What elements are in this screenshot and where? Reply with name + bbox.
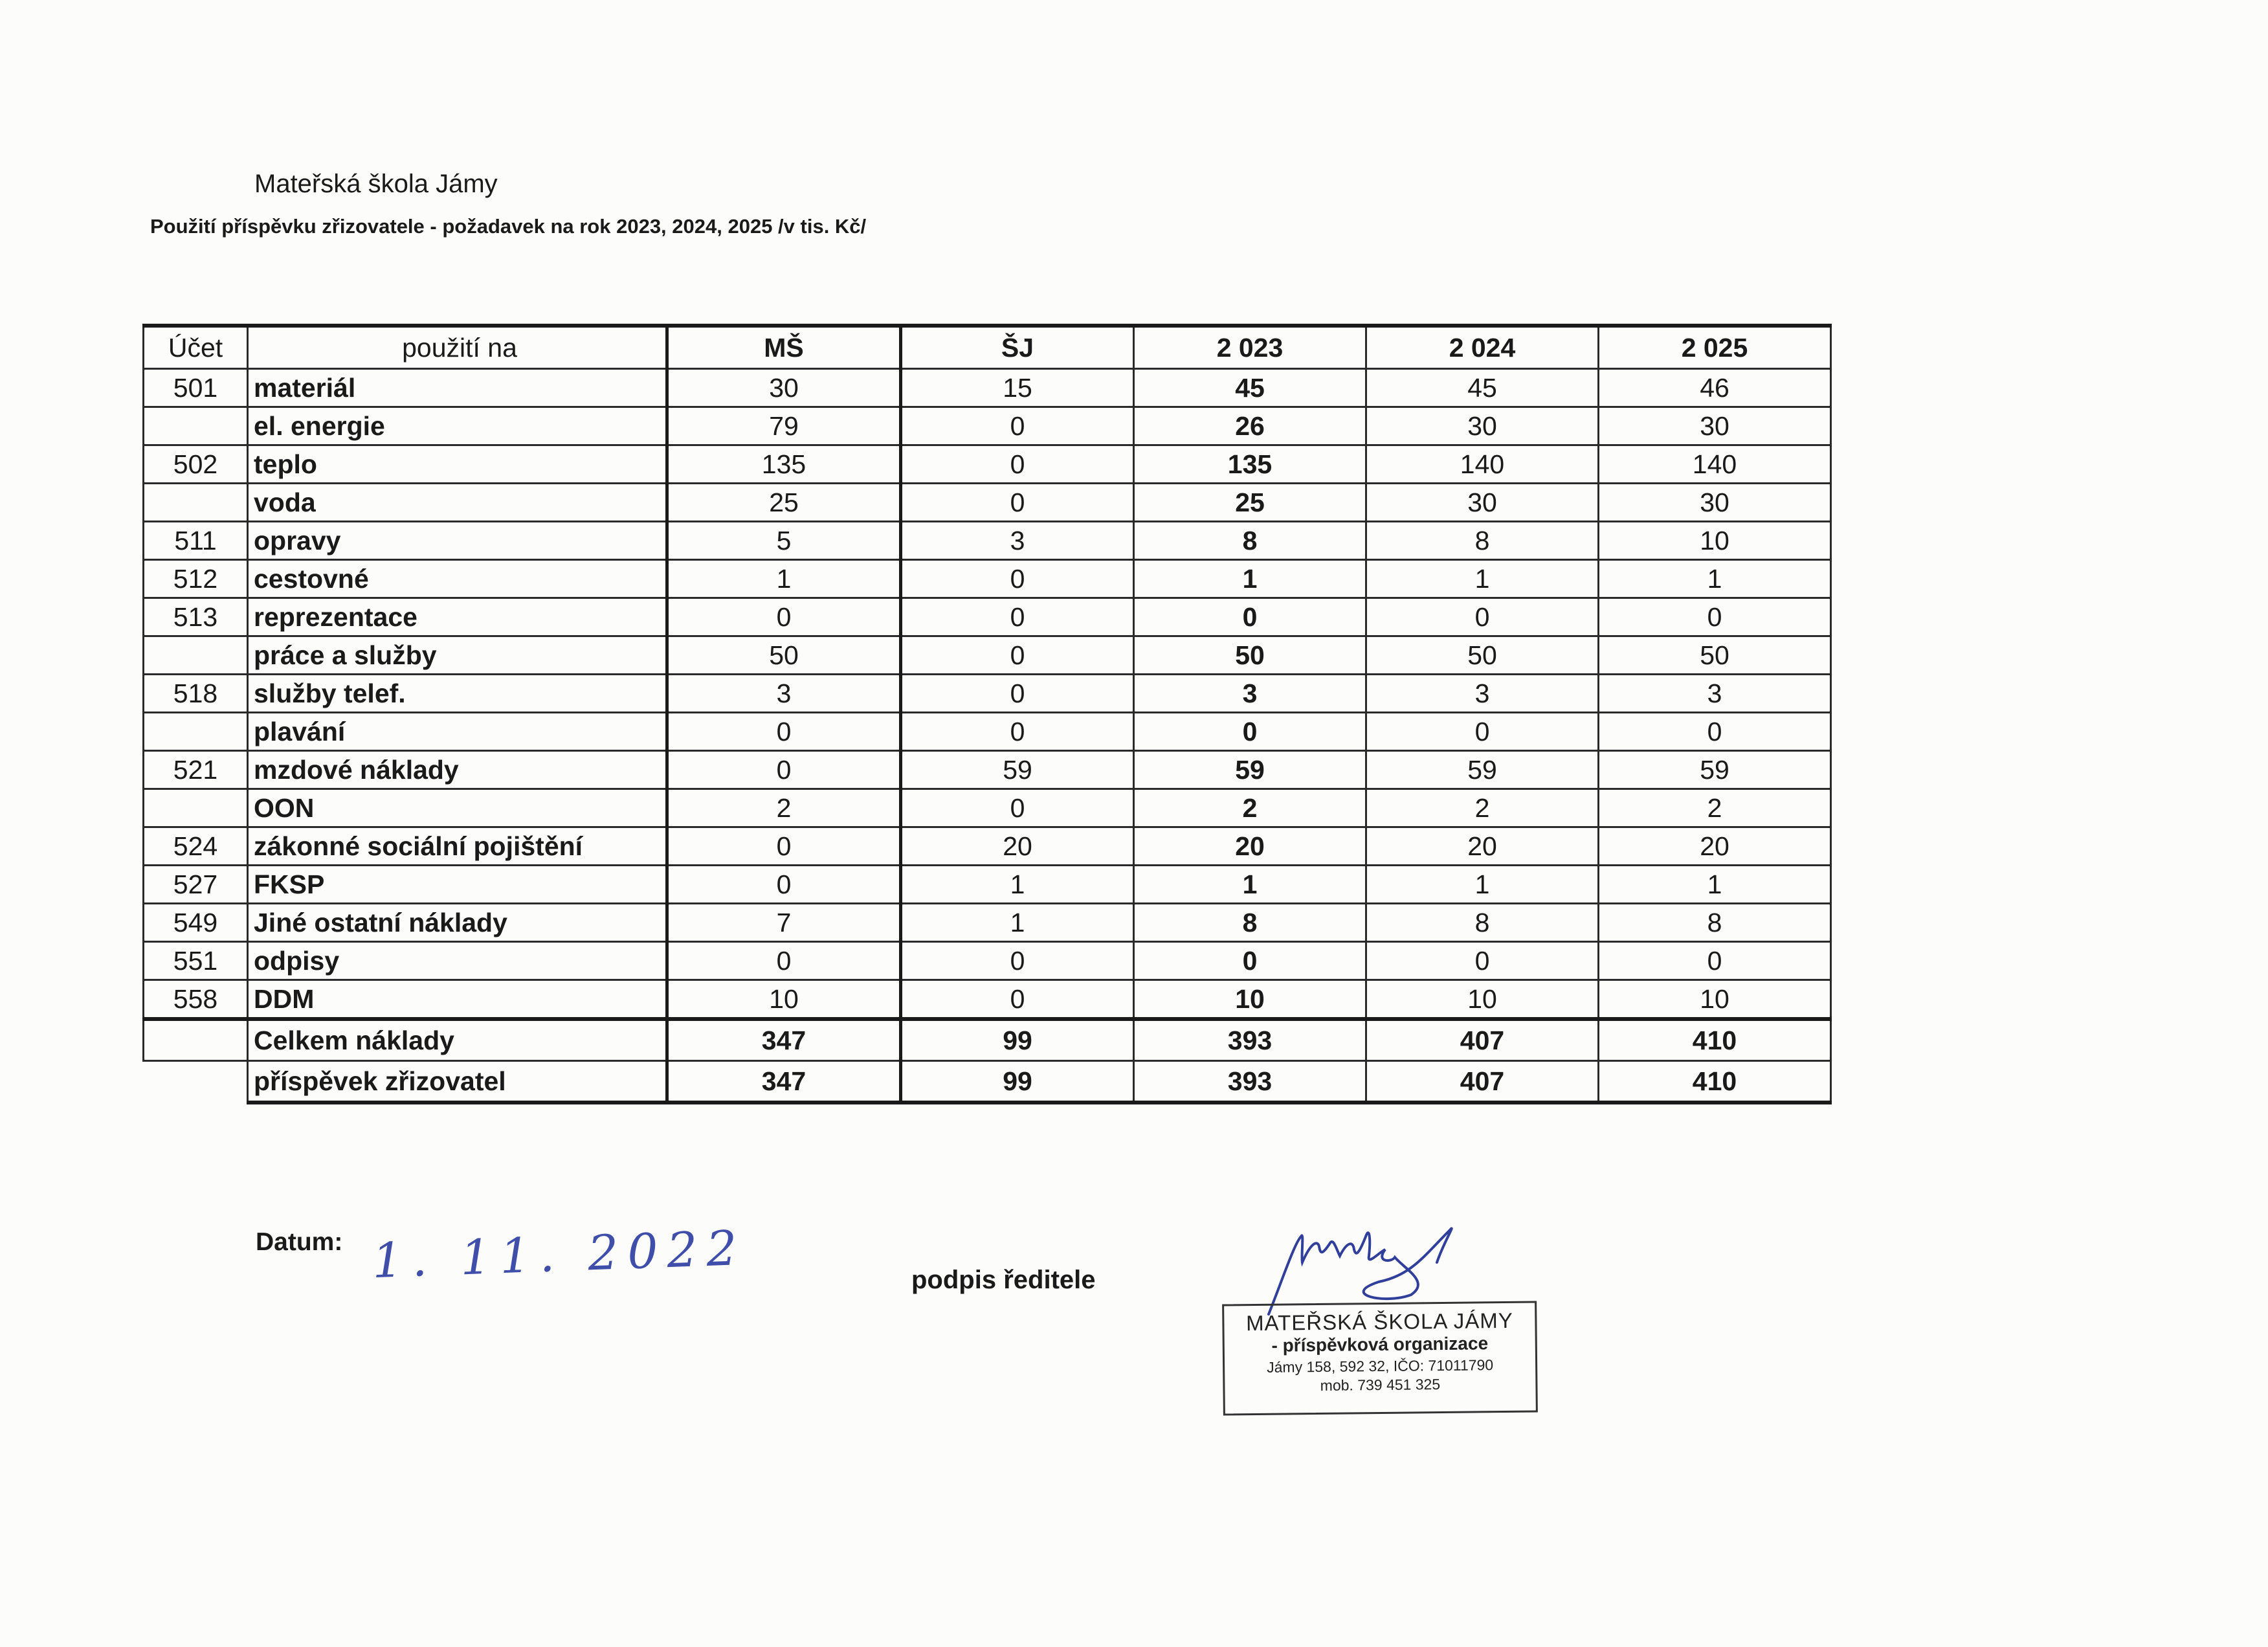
row-2025: 10 (1599, 522, 1831, 560)
row-2024: 30 (1366, 484, 1599, 522)
table-row (144, 369, 1831, 407)
row-sj: 20 (901, 827, 1134, 866)
row-sj: 0 (901, 675, 1134, 713)
row-ms: 0 (667, 713, 901, 751)
table-row (144, 636, 1831, 675)
table-row (144, 827, 1831, 866)
row-2025: 3 (1599, 675, 1831, 713)
row-label: reprezentace (248, 598, 667, 636)
row-account: 549 (144, 904, 248, 942)
row-account: 513 (144, 598, 248, 636)
row-2025: 2 (1599, 789, 1831, 827)
row-sj: 0 (901, 445, 1134, 484)
row-2023: 0 (1134, 942, 1366, 980)
row-2023: 0 (1134, 598, 1366, 636)
row-2025: 30 (1599, 407, 1831, 445)
budget-table (142, 324, 1832, 1104)
row-2023: 8 (1134, 904, 1366, 942)
table-body (144, 369, 1831, 1020)
row-sj: 0 (901, 789, 1134, 827)
col-header-2024: 2 024 (1366, 326, 1599, 369)
row-2025: 10 (1599, 980, 1831, 1020)
row-2024: 1 (1366, 866, 1599, 904)
table-row (144, 598, 1831, 636)
stamp-line-2: - příspěvková organizace (1271, 1333, 1489, 1356)
table-row (144, 866, 1831, 904)
table-row (144, 789, 1831, 827)
row-account: 521 (144, 751, 248, 789)
row-ms: 2 (667, 789, 901, 827)
row-ms: 30 (667, 369, 901, 407)
row-ms: 79 (667, 407, 901, 445)
row-account: 527 (144, 866, 248, 904)
row-label: odpisy (248, 942, 667, 980)
row-2025: 1 (1599, 560, 1831, 598)
row-ms: 10 (667, 980, 901, 1020)
total-account (144, 1019, 248, 1061)
stamp-line-3: Jámy 158, 592 32, IČO: 71011790 (1267, 1356, 1494, 1376)
school-stamp (1222, 1301, 1538, 1415)
row-2024: 8 (1366, 904, 1599, 942)
row-label: OON (248, 789, 667, 827)
row-2023: 20 (1134, 827, 1366, 866)
row-label: FKSP (248, 866, 667, 904)
table-contribution-row (144, 1061, 1831, 1103)
row-label: plavání (248, 713, 667, 751)
total-2023: 393 (1134, 1019, 1366, 1061)
contribution-label: příspěvek zřizovatel (248, 1061, 667, 1103)
row-sj: 0 (901, 407, 1134, 445)
row-account (144, 407, 248, 445)
row-2023: 3 (1134, 675, 1366, 713)
row-2025: 8 (1599, 904, 1831, 942)
row-2024: 45 (1366, 369, 1599, 407)
row-ms: 25 (667, 484, 901, 522)
row-2024: 8 (1366, 522, 1599, 560)
row-2024: 2 (1366, 789, 1599, 827)
row-2024: 59 (1366, 751, 1599, 789)
row-ms: 0 (667, 827, 901, 866)
stamp-line-1: MATEŘSKÁ ŠKOLA JÁMY (1245, 1308, 1513, 1336)
total-sj: 99 (901, 1019, 1134, 1061)
row-sj: 1 (901, 904, 1134, 942)
stamp-line-4: mob. 739 451 325 (1320, 1376, 1441, 1394)
row-ms: 0 (667, 942, 901, 980)
row-ms: 50 (667, 636, 901, 675)
row-2024: 0 (1366, 598, 1599, 636)
row-2024: 3 (1366, 675, 1599, 713)
row-2025: 30 (1599, 484, 1831, 522)
row-sj: 1 (901, 866, 1134, 904)
row-2023: 10 (1134, 980, 1366, 1020)
row-account: 502 (144, 445, 248, 484)
row-2023: 25 (1134, 484, 1366, 522)
table-row (144, 445, 1831, 484)
row-2023: 1 (1134, 866, 1366, 904)
row-ms: 0 (667, 751, 901, 789)
row-account (144, 713, 248, 751)
row-sj: 0 (901, 560, 1134, 598)
table-row (144, 751, 1831, 789)
table-row (144, 484, 1831, 522)
row-2025: 20 (1599, 827, 1831, 866)
row-2025: 0 (1599, 942, 1831, 980)
row-label: zákonné sociální pojištění (248, 827, 667, 866)
col-header-ms: MŠ (667, 326, 901, 369)
row-ms: 0 (667, 866, 901, 904)
row-2025: 59 (1599, 751, 1831, 789)
row-account: 512 (144, 560, 248, 598)
row-2024: 0 (1366, 942, 1599, 980)
row-sj: 0 (901, 713, 1134, 751)
row-label: DDM (248, 980, 667, 1020)
row-2024: 50 (1366, 636, 1599, 675)
table-row (144, 904, 1831, 942)
row-sj: 15 (901, 369, 1134, 407)
row-sj: 0 (901, 636, 1134, 675)
handwritten-date: 1. 11. 2022 (371, 1220, 747, 1290)
row-account: 501 (144, 369, 248, 407)
table-row (144, 560, 1831, 598)
row-label: voda (248, 484, 667, 522)
row-2024: 10 (1366, 980, 1599, 1020)
row-account: 518 (144, 675, 248, 713)
contribution-2025: 410 (1599, 1061, 1831, 1103)
col-header-2025: 2 025 (1599, 326, 1831, 369)
row-2024: 0 (1366, 713, 1599, 751)
total-2025: 410 (1599, 1019, 1831, 1061)
row-ms: 7 (667, 904, 901, 942)
table-header-row (144, 326, 1831, 369)
contribution-sj: 99 (901, 1061, 1134, 1103)
table-total-row (144, 1019, 1831, 1061)
document-title: Použití příspěvku zřizovatele - požadavek na rok 2023, 2024, 2025 /v tis. Kč/ (150, 215, 867, 238)
table-row (144, 980, 1831, 1020)
contribution-ms: 347 (667, 1061, 901, 1103)
row-ms: 135 (667, 445, 901, 484)
total-2024: 407 (1366, 1019, 1599, 1061)
row-2024: 140 (1366, 445, 1599, 484)
row-ms: 5 (667, 522, 901, 560)
row-2024: 20 (1366, 827, 1599, 866)
col-header-2023: 2 023 (1134, 326, 1366, 369)
row-label: služby telef. (248, 675, 667, 713)
row-account (144, 484, 248, 522)
col-header-usage: použití na (248, 326, 667, 369)
row-label: mzdové náklady (248, 751, 667, 789)
row-account: 524 (144, 827, 248, 866)
row-2023: 59 (1134, 751, 1366, 789)
row-2023: 1 (1134, 560, 1366, 598)
row-label: el. energie (248, 407, 667, 445)
row-ms: 1 (667, 560, 901, 598)
row-2025: 140 (1599, 445, 1831, 484)
row-sj: 0 (901, 980, 1134, 1020)
total-ms: 347 (667, 1019, 901, 1061)
contribution-2023: 393 (1134, 1061, 1366, 1103)
row-ms: 3 (667, 675, 901, 713)
signature-label: podpis ředitele (911, 1266, 1096, 1294)
row-label: Jiné ostatní náklady (248, 904, 667, 942)
row-2023: 50 (1134, 636, 1366, 675)
row-account (144, 789, 248, 827)
row-account: 558 (144, 980, 248, 1020)
row-sj: 3 (901, 522, 1134, 560)
row-sj: 0 (901, 942, 1134, 980)
row-2025: 46 (1599, 369, 1831, 407)
row-2023: 2 (1134, 789, 1366, 827)
row-label: materiál (248, 369, 667, 407)
contribution-account (144, 1061, 248, 1103)
row-2023: 135 (1134, 445, 1366, 484)
row-2023: 26 (1134, 407, 1366, 445)
row-2025: 0 (1599, 713, 1831, 751)
row-sj: 0 (901, 598, 1134, 636)
row-2025: 1 (1599, 866, 1831, 904)
row-ms: 0 (667, 598, 901, 636)
row-sj: 59 (901, 751, 1134, 789)
table-row (144, 407, 1831, 445)
row-account: 511 (144, 522, 248, 560)
table-row (144, 942, 1831, 980)
date-label: Datum: (256, 1228, 343, 1256)
row-account: 551 (144, 942, 248, 980)
table-row (144, 675, 1831, 713)
row-2023: 8 (1134, 522, 1366, 560)
row-2023: 45 (1134, 369, 1366, 407)
table-row (144, 522, 1831, 560)
col-header-sj: ŠJ (901, 326, 1134, 369)
row-2024: 1 (1366, 560, 1599, 598)
row-label: opravy (248, 522, 667, 560)
school-name: Mateřská škola Jámy (254, 170, 498, 198)
row-2025: 0 (1599, 598, 1831, 636)
row-2025: 50 (1599, 636, 1831, 675)
row-sj: 0 (901, 484, 1134, 522)
total-label: Celkem náklady (248, 1019, 667, 1061)
row-2024: 30 (1366, 407, 1599, 445)
row-2023: 0 (1134, 713, 1366, 751)
row-label: teplo (248, 445, 667, 484)
row-label: práce a služby (248, 636, 667, 675)
row-label: cestovné (248, 560, 667, 598)
table-row (144, 713, 1831, 751)
col-header-account: Účet (144, 326, 248, 369)
row-account (144, 636, 248, 675)
contribution-2024: 407 (1366, 1061, 1599, 1103)
